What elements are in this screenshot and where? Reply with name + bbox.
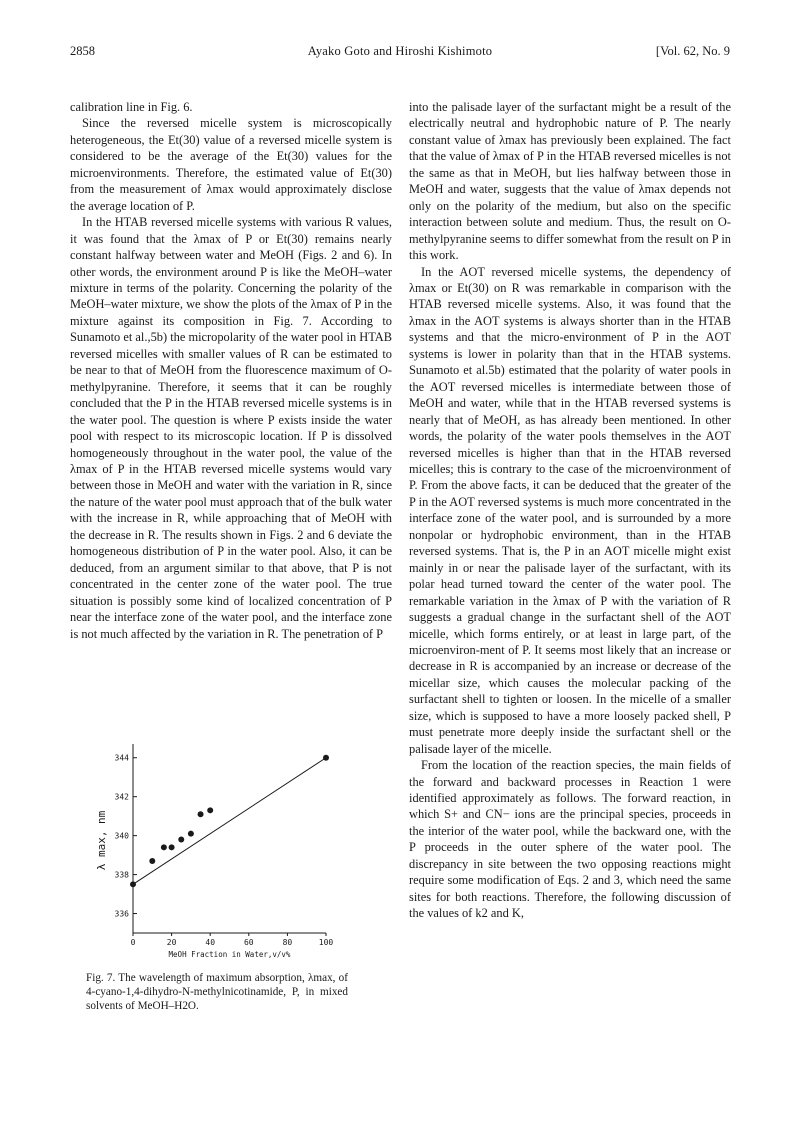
y-tick-label: 338 (114, 870, 129, 880)
data-point (207, 807, 213, 813)
right-paragraph-1: into the palisade layer of the surfactant might be a result of the electrically neutral and hydrophobic nature of P. The nearly constant value of λmax has previously been explained. The fact that the value of λmax of P in the HTAB reversed micelles is not the same as that in MeOH, but lies halfway between those in MeOH and water, suggests that the value of λmax depends not only on the polarity of the medium, but also on the specific interaction between solute and medium. Thus, the result on O-methylpyranine seems to differ somewhat from the result on P in this work. (409, 100, 731, 263)
data-point (188, 831, 194, 837)
y-tick-label: 340 (114, 831, 129, 841)
page-header (70, 44, 730, 64)
running-authors: Ayako Goto and Hiroshi Kishimoto (307, 44, 493, 58)
left-paragraph-2: Since the reversed micelle system is microscopically heterogeneous, the Et(30) value of a reversed micelle system is considered to be the average of the Et(30) values for the microenvironments. Therefore, the estimated value of Et(30) from the measurement of λmax would approximately disclose the average location of P. (70, 116, 392, 213)
data-point (161, 844, 167, 850)
x-axis-label: MeOH Fraction in Water,v/v% (168, 950, 291, 959)
page-number: 2858 (70, 44, 95, 58)
data-point (149, 858, 155, 864)
x-tick-label: 100 (318, 938, 334, 947)
volume-info: [Vol. 62, No. 9 (655, 44, 730, 58)
y-tick-label: 336 (114, 909, 129, 919)
x-tick-label: 80 (282, 938, 293, 947)
data-point (130, 881, 136, 887)
chart-svg (88, 740, 338, 959)
right-paragraph-3: From the location of the reaction species, the main fields of the forward and backward processes in Reaction 1 were identified approximately as follows. The forward reaction, in which S+ and CN− ions are the principal species, proceeds in the interior of the water pool, while the backward one, with the P proceeds in the outer sphere of the water pool. The discrepancy in site between the two opposing reactions might require some modification of Eqs. 2 and 3, which need the same sites for both reactions. Therefore, the following discussion of the values of k2 and K, (409, 758, 731, 921)
left-paragraph-1: calibration line in Fig. 6. (70, 100, 193, 114)
x-tick-label: 40 (205, 938, 216, 947)
right-column (409, 99, 731, 922)
data-point (178, 837, 184, 843)
y-tick-label: 344 (114, 753, 129, 763)
data-point (323, 755, 329, 761)
figure-caption: Fig. 7. The wavelength of maximum absorption, λmax, of 4-cyano-1,4-dihydro-N-methylnicotinamide, P, in mixed solvents of MeOH–H2O. (86, 972, 348, 1012)
x-tick-label: 60 (243, 938, 254, 947)
x-tick-label: 0 (130, 938, 136, 947)
right-paragraph-2: In the AOT reversed micelle systems, the dependency of λmax or Et(30) on R was remarkable in comparison with the HTAB reversed micelle systems. Also, it was found that the λmax in the AOT systems is always shorter than in the HTAB systems and that the micro-environment of P in the AOT systems is lower in polarity than that in the HTAB systems. Sunamoto et al.5b) estimated that the polarity of water pools in the AOT reversed micelles is intermediate between those of MeOH and water, while that in the HTAB reversed systems is nearly that of MeOH, as has already been mentioned. In other words, the polarity of the water pools themselves in the AOT reversed micelles is higher than that in the HTAB reversed micelles; this is contrary to the case of the microenvironment of P. From the above facts, it can be deduced that the greater of the P in the AOT reversed systems is much more concentrated in the interface zone of the water pool, and is surrounded by a more nonpolar or hydrophobic environment, than in the HTAB reversed systems. That is, the P in an AOT micelle might exist mainly in or near the palisade layer of the surfactant, with its polar head turned toward the center of the water pool. The remarkable variation in the λmax of P with the variation of R suggests a gradual change in the surfactant shell of the AOT micelle, which forms entirely, or at least in large part, of the microenviron-ment of P. It seems most likely that an increase or decrease in R is accompanied by an increase or decrease of the micellar size, which causes the molecular packing of the surfactant shell to tighten or loosen. In the micelle of a smaller size, which is supposed to have a more loosely packed shell, P must penetrate more deeply inside the surfactant shell or the palisade layer of the micelle. (409, 264, 731, 756)
y-tick-label: 342 (114, 792, 129, 802)
left-paragraph-3: In the HTAB reversed micelle systems with various R values, it was found that the λmax of P or Et(30) remains nearly constant halfway between water and MeOH (Figs. 2 and 6). In other words, the environment around P is like the MeOH–water mixture in terms of the polarity. Concerning the polarity of the MeOH–water mixture, we show the plots of the λmax of P in the mixture against its composition in Fig. 7. According to Sunamoto et al.,5b) the micropolarity of the water pool in HTAB reversed micelles with smaller values of R can be estimated to be near to that of MeOH from the fluorescence maximum of O-methylpyranine. Therefore, it seems that it can be roughly concluded that the P in the HTAB reversed micelle systems is in the water pool. The question is where P exists inside the water pool with respect to its microscopic location. If P is dissolved homogeneously throughout in the water pool, the value of the λmax of P in the HTAB reversed micelle systems would vary between those in MeOH and water with the variation in R, since the nature of the water pool must approach that of the bulk water with the increase in R, while approaching that of MeOH with the decrease in R. The results shown in Figs. 2 and 6 deviate the homogeneous distribution of P in the water pool. Also, it can be deduced, from an argument similar to that above, that P is not concentrated in the center zone of the water pool. The true situation is possibly some kind of localized concentration of P near the interface zone of the water pool, and the interface zone is not much affected by the variation in R. The penetration of P (70, 215, 392, 641)
fit-line (133, 758, 326, 885)
figure-7 (88, 740, 338, 962)
x-tick-label: 20 (166, 938, 177, 947)
data-point (198, 811, 204, 817)
left-column (70, 99, 392, 642)
data-point (169, 844, 175, 850)
y-axis-label: λ max, nm (95, 810, 108, 871)
